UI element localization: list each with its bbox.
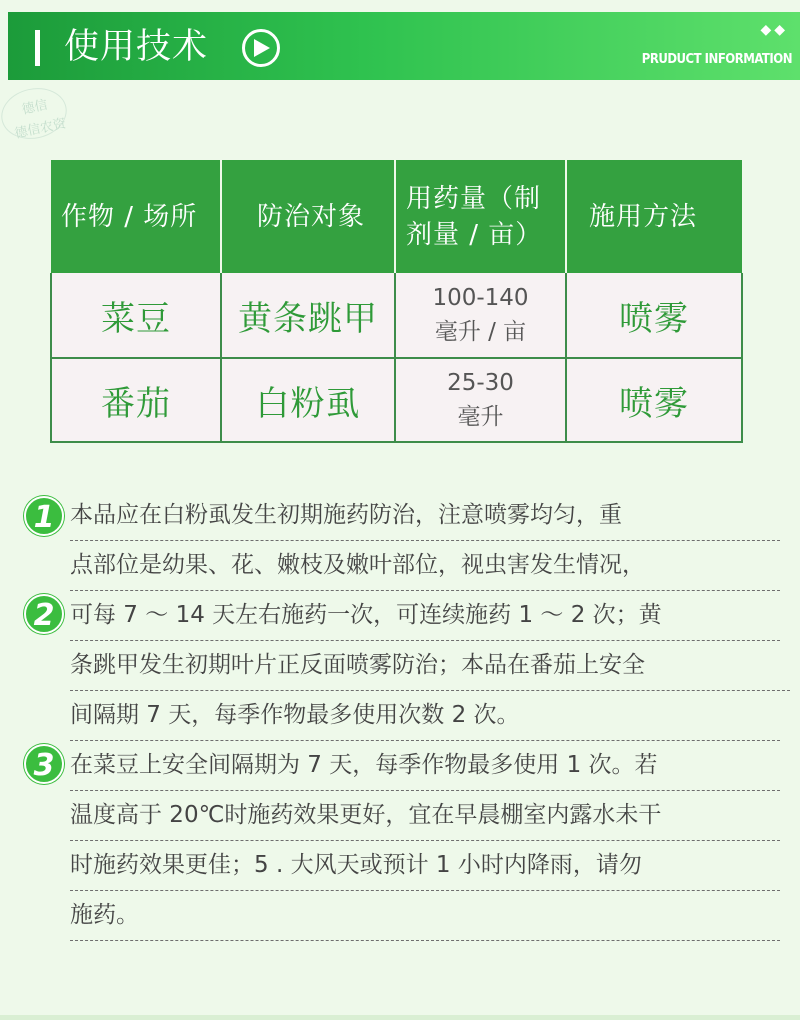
note-line: 间隔期 7 天，每季作物最多使用次数 2 次。 [70, 690, 780, 741]
target-cell: 黄条跳甲 [221, 273, 395, 358]
header-cell-dose: 用药量（制剂量 / 亩） [395, 160, 566, 273]
note-line: 施药。 [70, 890, 780, 941]
play-circle-icon [242, 29, 280, 67]
watermark-text: 德信农资 [13, 116, 68, 142]
number-badge-3: 3 [24, 744, 64, 784]
note-line: 时施药效果更佳；5 . 大风天或预计 1 小时内降雨，请勿 [70, 840, 780, 891]
header-cell-method: 施用方法 [566, 160, 742, 273]
method-cell: 喷雾 [566, 358, 742, 442]
header-cell-target: 防治对象 [221, 160, 395, 273]
number-badge-2: 2 [24, 594, 64, 634]
dose-unit: 毫升 [457, 404, 504, 430]
note-line: 可每 7 ～ 14 天左右施药一次，可连续施药 1 ～ 2 次；黄 [70, 590, 780, 641]
section-subtitle: PRUDUCT INFORMATION [641, 52, 792, 67]
note-line: 在菜豆上安全间隔期为 7 天，每季作物最多使用 1 次。若 [70, 740, 780, 791]
dose-amount: 25-30 [447, 370, 514, 396]
dose-cell [395, 273, 566, 358]
dose-cell [395, 358, 566, 442]
usage-table [50, 160, 743, 443]
bottom-rule [0, 1015, 800, 1020]
table-row [51, 358, 742, 442]
table-row [51, 273, 742, 358]
diamond-decor-icon: ◆◆ [760, 22, 788, 38]
method-cell: 喷雾 [566, 273, 742, 358]
dose-amount: 100-140 [432, 285, 529, 311]
header-accent-bar [35, 30, 40, 66]
note-line: 点部位是幼果、花、嫩枝及嫩叶部位，视虫害发生情况， [70, 540, 780, 591]
section-title: 使用技术 [64, 27, 209, 67]
number-badge-1: 1 [24, 496, 64, 536]
crop-cell: 菜豆 [51, 273, 221, 358]
header-cell-crop: 作物 / 场所 [51, 160, 221, 273]
target-cell: 白粉虱 [221, 358, 395, 442]
note-line: 条跳甲发生初期叶片正反面喷雾防治；本品在番茄上安全 [70, 640, 790, 691]
table-header-row [51, 160, 742, 273]
note-line: 本品应在白粉虱发生初期施药防治，注意喷雾均匀，重 [70, 490, 780, 541]
section-header [8, 12, 800, 80]
watermark-seal [0, 81, 77, 154]
dose-unit: 毫升 / 亩 [434, 319, 527, 345]
watermark-text: 德信 [20, 97, 50, 118]
crop-cell: 番茄 [51, 358, 221, 442]
note-line: 温度高于 20℃时施药效果更好，宜在早晨棚室内露水未干 [70, 790, 780, 841]
